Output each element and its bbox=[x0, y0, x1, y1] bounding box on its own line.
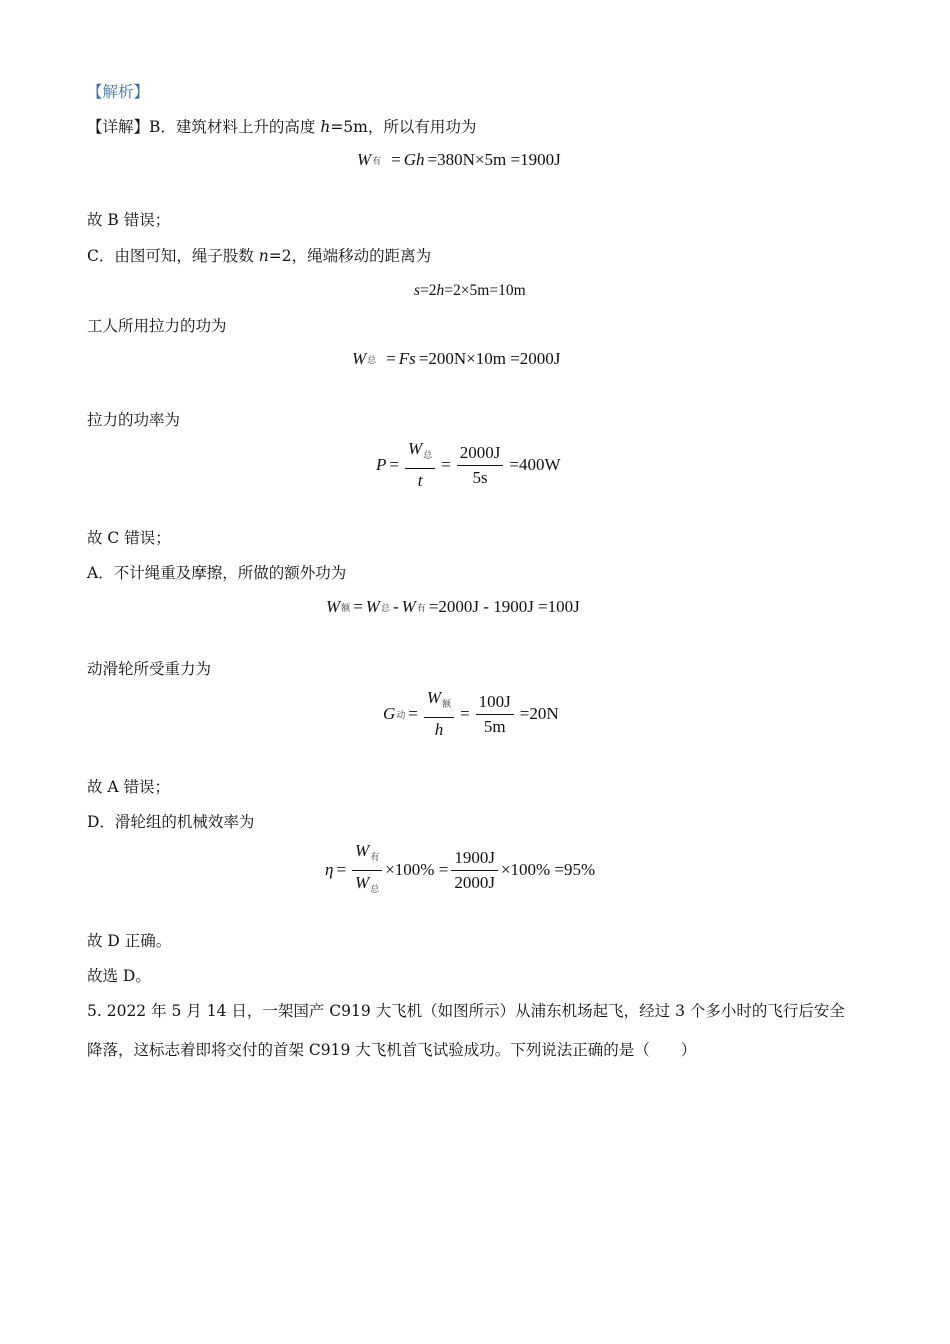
eq5-frac2 bbox=[476, 692, 514, 737]
eq2-rest: =200N×10m =2000J bbox=[418, 349, 561, 368]
var-n: n bbox=[258, 247, 269, 265]
eq6-frac1 bbox=[352, 841, 382, 900]
eqs-mid: =2 bbox=[420, 282, 437, 299]
eq2-w: W bbox=[352, 349, 367, 368]
c-intro bbox=[87, 246, 431, 266]
eq4-s2: 总 bbox=[380, 603, 390, 614]
power-text: 拉力的功率为 bbox=[87, 411, 181, 429]
eq3-den: t bbox=[417, 471, 423, 490]
eq6-nsub: 有 bbox=[370, 852, 380, 863]
eq6-rest: ×100% =95% bbox=[500, 860, 596, 879]
eq5-nw: W bbox=[426, 688, 442, 707]
eq4-s1: 额 bbox=[341, 603, 351, 614]
eq3-frac1 bbox=[405, 439, 435, 491]
analysis-tag: 【解析】 bbox=[87, 83, 150, 101]
question-5-line-1: 5. 2022 年 5 月 14 日，一架国产 C919 大飞机（如图所示）从浦东机场起飞，经过 3 个多小时的飞行后安全 bbox=[87, 1002, 845, 1020]
eq6-eta: η bbox=[325, 860, 334, 879]
eq6-den2: 2000J bbox=[454, 872, 495, 892]
d-right: 故 D 正确。 bbox=[87, 932, 172, 950]
eq5-nsub: 额 bbox=[442, 700, 452, 710]
c-intro-a: C．由图可知，绳子股数 bbox=[87, 247, 259, 265]
detail-intro-rest: =5m，所以有用功为 bbox=[330, 118, 477, 136]
a-wrong: 故 A 错误； bbox=[87, 778, 171, 796]
eq4-s3: 有 bbox=[416, 603, 426, 614]
eq3-frac2 bbox=[457, 443, 504, 488]
eq4-w2: W bbox=[365, 597, 380, 616]
eq3-den2: 5s bbox=[472, 467, 488, 487]
eq1-rest: =380N×5m =1900J bbox=[427, 150, 561, 169]
eq5-g: G bbox=[383, 704, 396, 723]
c-intro-b: =2，绳端移动的距离为 bbox=[268, 247, 432, 265]
eq5-gsub: 动 bbox=[396, 710, 406, 721]
b-wrong: 故 B 错误； bbox=[87, 211, 171, 229]
eq6-num2: 1900J bbox=[451, 848, 498, 871]
pulley-text: 动滑轮所受重力为 bbox=[87, 660, 212, 678]
eq1-equals: = bbox=[391, 150, 401, 169]
eq3-eq1: = bbox=[389, 455, 399, 474]
eq5-den: h bbox=[434, 720, 444, 739]
eq4-w3: W bbox=[401, 597, 416, 616]
eqs-rest: =2×5m=10m bbox=[444, 282, 526, 299]
eq2-equals: = bbox=[386, 349, 396, 368]
work-total-text: 工人所用拉力的功为 bbox=[87, 317, 227, 335]
eq4-w1: W bbox=[326, 597, 341, 616]
eq3-rest: =400W bbox=[509, 455, 561, 474]
c-wrong: 故 C 错误； bbox=[87, 529, 171, 547]
eq5-num2: 100J bbox=[476, 692, 514, 715]
eq3-num-w: W bbox=[407, 439, 423, 458]
equation-power bbox=[376, 440, 564, 490]
eq6-nw: W bbox=[355, 840, 370, 860]
eq1-sub: 有 bbox=[372, 156, 382, 167]
detail-intro-text: 【详解】B．建筑材料上升的高度 bbox=[87, 118, 321, 136]
d-intro: D．滑轮组的机械效率为 bbox=[87, 813, 255, 831]
eq1-gh: Gh bbox=[403, 150, 425, 169]
eq6-eq1: = bbox=[336, 860, 347, 879]
eq6-dsub: 总 bbox=[370, 884, 380, 895]
eq4-eq: = bbox=[353, 597, 363, 616]
equation-total-work bbox=[352, 345, 563, 373]
var-h: h bbox=[320, 118, 331, 136]
eq6-frac2 bbox=[451, 848, 498, 893]
eq3-eq2: = bbox=[441, 455, 451, 474]
eqs-s: s bbox=[414, 282, 421, 299]
eq5-den2: 5m bbox=[483, 716, 506, 736]
equation-pulley-weight bbox=[383, 689, 562, 739]
eq5-frac1 bbox=[424, 688, 454, 740]
eqs-h: h bbox=[436, 282, 445, 299]
equation-useful-work bbox=[357, 146, 564, 174]
equation-distance bbox=[414, 280, 526, 302]
equation-extra-work bbox=[326, 593, 583, 621]
eq2-sub: 总 bbox=[367, 355, 377, 366]
eq5-eq1: = bbox=[408, 704, 418, 723]
eq3-p: P bbox=[376, 455, 387, 474]
detail-intro bbox=[87, 117, 476, 137]
choose-answer: 故选 D。 bbox=[87, 967, 151, 985]
a-intro: A．不计绳重及摩擦，所做的额外功为 bbox=[87, 564, 347, 582]
eq6-dw: W bbox=[355, 872, 370, 892]
equation-efficiency bbox=[325, 840, 596, 896]
question-5-line-2: 降落，这标志着即将交付的首架 C919 大飞机首飞试验成功。下列说法正确的是（ ） bbox=[87, 1041, 697, 1059]
eq6-times1: ×100% = bbox=[385, 860, 449, 879]
eq3-num2: 2000J bbox=[457, 443, 504, 466]
eq4-rest: =2000J - 1900J =100J bbox=[428, 597, 580, 616]
eq2-fs: Fs bbox=[398, 349, 416, 368]
eq3-num-sub: 总 bbox=[423, 451, 433, 461]
eq5-eq2: = bbox=[460, 704, 470, 723]
eq1-w: W bbox=[357, 150, 372, 169]
eq5-rest: =20N bbox=[519, 704, 559, 723]
eq4-minus: - bbox=[392, 597, 399, 616]
